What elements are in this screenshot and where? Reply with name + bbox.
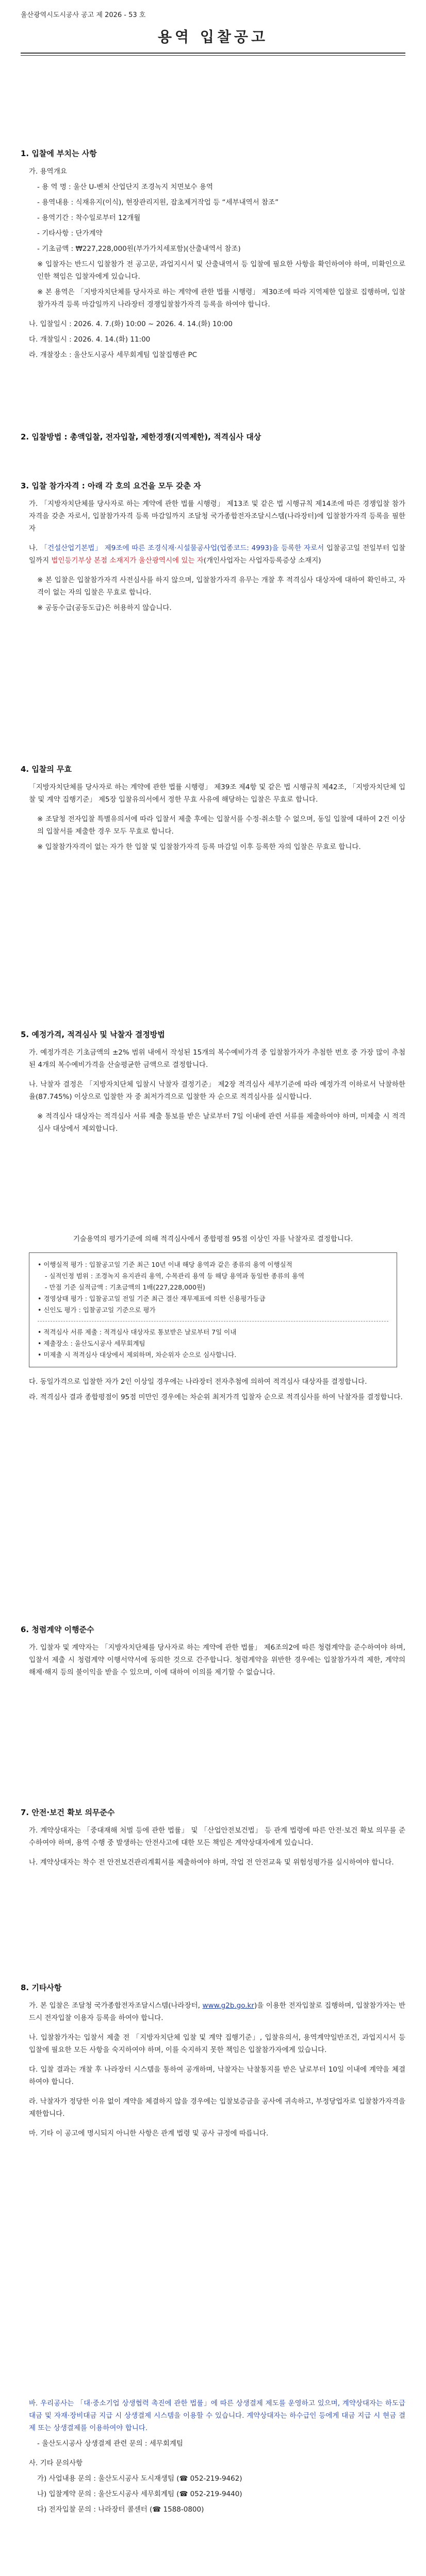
section-8 (21, 1981, 405, 2519)
box-item: - 실적인정 범위 : 조경녹지 유지관리 용역, 수목관리 용역 등 해당 용역과 동일한 종류의 용역 (45, 1272, 305, 1280)
section-2-heading: 2. 입찰방법 : 총액입찰, 전자입찰, 제한경쟁(지역제한), 적격심사 대상 (21, 432, 261, 442)
misc-item-b: 나. 입찰참가자는 입찰서 제출 전 「지방자치단체 입찰 및 계약 집행기준」, 입찰유의서, 용역계약일반조건, 과업지시서 등 입찰에 필요한 모든 사항을 숙지하여야 하며, 이를 숙지하지 못한 책임은 입찰참가자에게 있습니다. (29, 2033, 405, 2054)
overview-note: ※ 입찰자는 반드시 입찰참가 전 공고문, 과업지시서 및 산출내역서 등 입찰에 필요한 사항을 확인하여야 하며, 미확인으로 인한 책임은 입찰자에게 있습니다. (37, 260, 405, 281)
award-method-note: ※ 적격심사 대상자는 적격심사 서류 제출 통보를 받은 날로부터 7일 이내에 관련 서류를 제출하여야 하며, 미제출 시 적격심사 대상에서 제외합니다. (37, 1112, 405, 1133)
safety-text-a: 가. 계약상대자는 「중대재해 처벌 등에 관한 법률」 및 「산업안전보건법」 등 관계 법령에 따른 안전·보건 확보 의무를 준수하여야 하며, 용역 수행 중 발생하는 안전사고에 대한 모든 책임은 계약상대자에게 있습니다. (29, 1826, 405, 1847)
overview-label: 가. 용역개요 (29, 167, 67, 176)
section-8-heading: 8. 기타사항 (21, 1983, 62, 1992)
qualification-b (21, 542, 405, 567)
service-other: - 기타사항 : 단가계약 (37, 229, 103, 238)
section-2 (21, 430, 405, 449)
notice-number: 울산광역시도시공사 공고 제 2026 - 53 호 (21, 11, 146, 19)
fallback-rule-text: 라. 적격심사 결과 종합평점이 95점 미만인 경우에는 차순위 최저가격 입찰자 순으로 적격심사를 하여 낙찰자를 결정합니다. (29, 1393, 403, 1401)
page-title: 용역 입찰공고 (157, 28, 269, 45)
contact-item: 다) 전자입찰 문의 : 나라장터 콜센터 (☎ 1588-0800) (37, 2505, 204, 2514)
box-item: • 제출장소 : 울산도시공사 세무회계팀 (38, 1340, 145, 1347)
misc-item-c: 다. 입찰 결과는 개찰 후 나라장터 시스템을 통하여 공개하며, 낙찰자는 낙찰통지를 받은 날로부터 10일 이내에 계약을 체결하여야 합니다. (29, 2065, 405, 2086)
qualification-b-region: 법인등기부상 본점 소재지가 울산광역시에 있는 자 (51, 556, 204, 565)
contact-item: 나) 입찰계약 문의 : 울산도시공사 세무회계팀 (☎ 052-219-9440) (37, 2490, 242, 2498)
misc-item-f: 바. 우리공사는 「대·중소기업 상생협력 촉진에 관한 법률」에 따른 상생결제 제도를 운영하고 있으며, 계약상대자는 하도급대금 및 자재·장비대금 지급 시 상생결제 시스템을 이용할 수 있습니다. 계약상대자는 하수급인 등에게 대금 지급 시 현금 결제 또는 상생결제를 이용하여야 합니다. (29, 2399, 405, 2432)
bid-schedule: 나. 입찰일시 : 2026. 4. 7.(화) 10:00 ~ 2026. 4. 14.(화) 10:00 (29, 320, 233, 328)
misc-item-f-note: - 울산도시공사 상생결제 관련 문의 : 세무회계팀 (37, 2439, 183, 2448)
section-7 (21, 1806, 405, 1872)
opening-place: 라. 개찰장소 : 울산도시공사 세무회계팀 입찰집행관 PC (29, 351, 198, 359)
invalid-bid-note: ※ 입찰참가자격이 없는 자가 한 입찰 및 입찰참가자격 등록 마감일 이후 등록한 자의 입찰은 무효로 합니다. (37, 843, 361, 851)
integrity-text: 가. 입찰자 및 계약자는 「지방자치단체를 당사자로 하는 계약에 관한 법률」 제6조의2에 따른 청렴계약을 준수하여야 하며, 입찰서 제출 시 청렴계약 이행서약서에 동의한 것으로 간주합니다. 청렴계약을 위반한 경우에는 입찰참가자격 제한, 계약의 해제·해지 등의 불이익을 받을 수 있으며, 이에 대하여 이의를 제기할 수 없습니다. (29, 1643, 405, 1676)
service-period: - 용역기간 : 착수일로부터 12개월 (37, 214, 141, 222)
title-divider (21, 53, 405, 54)
qualification-a: 가. 「지방자치단체를 당사자로 하는 계약에 관한 법률 시행령」 제13조 및 같은 법 시행규칙 제14조에 따른 경쟁입찰 참가자격을 갖춘 자로서, 입찰참가자격 등록 마감일까지 조달청 국가종합전자조달시스템(나라장터)에 입찰참가자격 등록을 필한 자 (29, 500, 405, 533)
opening-datetime: 다. 개찰일시 : 2026. 4. 14.(화) 11:00 (29, 335, 151, 344)
box-item: • 미제출 시 적격심사 대상에서 제외하며, 차순위자 순으로 심사합니다. (38, 1351, 237, 1359)
qualification-b-license: 「건설산업기본법」 제9조에 따른 조경식재·시설물공사업(업종코드: 4993)을 등록한 자로서 (40, 544, 324, 552)
qualification-note: ※ 공동수급(공동도급)은 허용하지 않습니다. (37, 604, 172, 612)
service-name: - 용 역 명 : 울산 U-벤처 산업단지 조경녹지 치면보수 용역 (37, 183, 213, 191)
estimated-price-text: 가. 예정가격은 기초금액의 ±2% 범위 내에서 작성된 15개의 복수예비가격 중 입찰참가자가 추첨한 번호 중 가장 많이 추첨된 4개의 복수예비가격을 산술평균한 금액으로 결정합니다. (29, 1048, 405, 1069)
section-6 (21, 1623, 405, 1682)
invalid-bid-text: 「지방자치단체를 당사자로 하는 계약에 관한 법률 시행령」 제39조 제4항 및 같은 법 시행규칙 제42조, 「지방자치단체 입찰 및 계약 집행기준」 제5장 입찰유의서에서 정한 무효 사유에 해당하는 입찰은 무효로 합니다. (29, 783, 405, 804)
qualification-note: ※ 본 입찰은 입찰참가자격 사전심사를 하지 않으며, 입찰참가자격 유무는 개찰 후 적격심사 대상자에 대하여 확인하고, 자격이 없는 자의 입찰은 무효로 합니다. (37, 576, 405, 597)
section-1 (21, 147, 405, 364)
section-5-heading: 5. 예정가격, 적격심사 및 낙찰자 결정방법 (21, 1030, 165, 1039)
misc-item-e: 마. 기타 이 공고에 명시되지 아니한 사항은 관계 법령 및 공사 규정에 따릅니다. (29, 2129, 269, 2138)
qualification-b-mid: 입찰공고일 전일부터 입찰일까지 (29, 544, 406, 565)
overview-note: ※ 본 용역은 「지방자치단체를 당사자로 하는 계약에 관한 법률 시행령」 제30조에 따라 지역제한 입찰로 집행하며, 입찰참가자격 등록 마감일까지 나라장터 경쟁입찰참가자격 등록을 하여야 합니다. (37, 288, 405, 309)
misc-item-g: 사. 기타 문의사항 (29, 2459, 83, 2467)
safety-text-b: 나. 계약상대자는 착수 전 안전보건관리계획서를 제출하여야 하며, 작업 전 안전교육 및 위험성평가를 실시하여야 합니다. (29, 1858, 394, 1867)
tie-rule-text: 다. 동일가격으로 입찰한 자가 2인 이상일 경우에는 나라장터 전자추첨에 의하여 적격심사 대상자를 결정합니다. (29, 1378, 367, 1386)
g2b-link[interactable]: www.g2b.go.kr (202, 2002, 254, 2010)
section-5 (21, 1028, 405, 1406)
evaluation-box (29, 1252, 397, 1367)
section-3 (21, 479, 405, 617)
misc-item-a-post: )을 이용한 전자입찰로 집행하며, 입찰참가자는 반드시 전자입찰 이용자 등록을 하여야 합니다. (29, 2002, 405, 2022)
evaluation-criteria-line: 기술용역의 평가기준에 의해 적격심사에서 종합평점 95점 이상인 자를 낙찰자로 결정합니다. (73, 1235, 353, 1243)
box-item: • 이행실적 평가 : 입찰공고일 기준 최근 10년 이내 해당 용역과 같은 종류의 용역 이행실적 (38, 1261, 292, 1268)
section-4 (21, 762, 405, 856)
qualification-b-prefix: 나. (29, 544, 41, 552)
box-item: • 신인도 평가 : 입찰공고일 기준으로 평가 (38, 1306, 156, 1314)
base-amount: - 기초금액 : ₩227,228,000원(부가가치세포함)(산출내역서 참조) (37, 245, 241, 253)
box-item: - 만점 기준 실적금액 : 기초금액의 1배(227,228,000원) (45, 1283, 205, 1291)
misc-item-a-pre: 가. 본 입찰은 조달청 국가종합전자조달시스템(나라장터, (29, 2002, 203, 2010)
award-method-text: 나. 낙찰자 결정은 「지방자치단체 입찰시 낙찰자 결정기준」 제2장 적격심사 세부기준에 따라 예정가격 이하로서 낙찰하한율(87.745%) 이상으로 입찰한 자 중 최저가격으로 입찰한 자 순으로 적격심사를 실시합니다. (29, 1080, 405, 1101)
section-1-heading: 1. 입찰에 부치는 사항 (21, 149, 97, 158)
qualification-b-suffix: (개인사업자는 사업자등록증상 소재지) (203, 556, 321, 565)
box-item: • 경영상태 평가 : 입찰공고일 전일 기준 최근 결산 재무제표에 의한 신용평가등급 (38, 1295, 266, 1302)
section-4-heading: 4. 입찰의 무효 (21, 765, 72, 774)
misc-item-d: 라. 낙찰자가 정당한 이유 없이 계약을 체결하지 않을 경우에는 입찰보증금을 공사에 귀속하고, 부정당업자로 입찰참가자격을 제한합니다. (29, 2097, 405, 2118)
section-3-heading: 3. 입찰 참가자격 : 아래 각 호의 요건을 모두 갖춘 자 (21, 481, 201, 490)
title-divider-thin (21, 55, 405, 56)
misc-item-a (21, 1999, 405, 2024)
box-item: • 적격심사 서류 제출 : 적격심사 대상자로 통보받은 날로부터 7일 이내 (38, 1328, 237, 1336)
service-content: - 용역내용 : 식재유지(이식), 현장관리지원, 잡초제거작업 등 “세부내역서 참조” (37, 198, 279, 207)
contact-item: 가) 사업내용 문의 : 울산도시공사 도시재생팀 (☎ 052-219-9462) (37, 2475, 242, 2483)
invalid-bid-note: ※ 조달청 전자입찰 특별유의서에 따라 입찰서 제출 후에는 입찰서를 수정·취소할 수 없으며, 동일 입찰에 대하여 2건 이상의 입찰서를 제출한 경우 모두 무효로 합니다. (37, 815, 405, 836)
section-6-heading: 6. 청렴계약 이행준수 (21, 1625, 94, 1634)
section-7-heading: 7. 안전·보건 확보 의무준수 (21, 1808, 115, 1817)
